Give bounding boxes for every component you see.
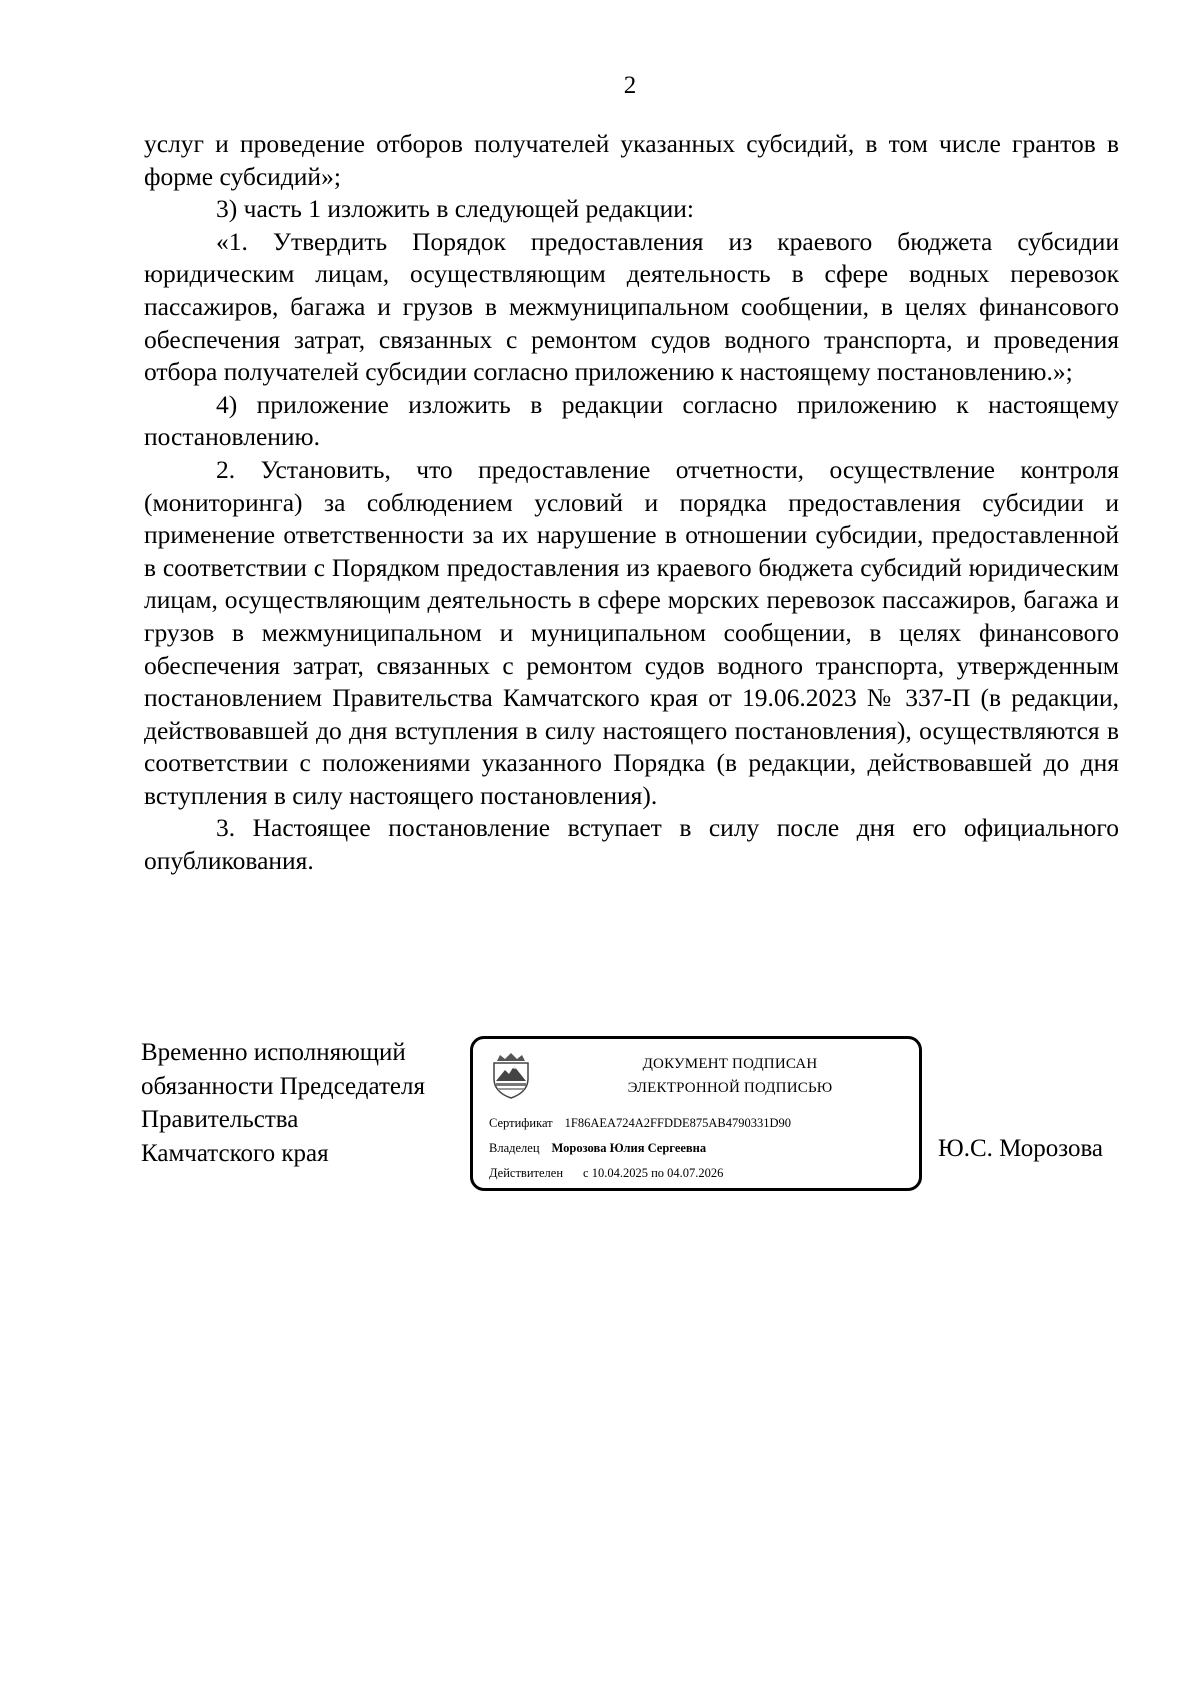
validity-value: с 10.04.2025 по 04.07.2026 bbox=[583, 1166, 724, 1180]
signatory-name: Ю.С. Морозова bbox=[938, 1135, 1104, 1162]
document-body bbox=[144, 128, 1119, 878]
paragraph-part-1-text: «1. Утвердить Порядок предоставления из краевого бюджета субсидии юридическим лицам, осуществляющим деятельность в сфере водных перевозок пассажиров, багажа и грузов в межмуниципальном сообщении, в целях финансового обеспечения затрат, связанных с ремонтом судов водного транспорта, и проведения отбора получателей субсидии согласно приложению к настоящему постановлению.»; bbox=[144, 226, 1119, 387]
paragraph-clause-2: 2. Установить, что предоставление отчетности, осуществление контроля (мониторинга) за соблюдением условий и порядка предоставления субсидии и применение ответственности за их нарушение в отношении субсидии, предоставленной в соответствии с Порядком предоставления из краевого бюджета субсидий юридическим лицам, осуществляющим деятельность в сфере морских перевозок пассажиров, багажа и грузов в межмуниципальном и муниципальном сообщении, в целях финансового обеспечения затрат, связанных с ремонтом судов водного транспорта, утвержденным постановлением Правительства Камчатского края от 19.06.2023 № 337-П (в редакции, действовавшей до дня вступления в силу настоящего постановления), осуществляются в соответствии с положениями указанного Порядка (в редакции, действовавшей до дня вступления в силу настоящего постановления). bbox=[144, 454, 1119, 810]
stamp-title bbox=[553, 1052, 907, 1100]
certificate-label: Сертификат bbox=[489, 1116, 553, 1130]
validity-label: Действителен bbox=[489, 1166, 564, 1180]
owner-label: Владелец bbox=[489, 1141, 540, 1155]
paragraph-item-4: 4) приложение изложить в редакции согласно приложению к настоящему постановлению. bbox=[144, 389, 1119, 452]
validity-row bbox=[489, 1166, 723, 1181]
paragraph-item-3: 3) часть 1 изложить в следующей редакции: bbox=[216, 194, 694, 224]
signatory-position-line: обязанности Председателя bbox=[141, 1072, 425, 1100]
signatory-position-line: Камчатского края bbox=[141, 1139, 329, 1167]
owner-value: Морозова Юлия Сергеевна bbox=[551, 1141, 707, 1155]
owner-row bbox=[489, 1141, 706, 1156]
paragraph-clause-3: 3. Настоящее постановление вступает в силу после дня его официального опубликования. bbox=[144, 813, 1119, 876]
paragraph-continuation: услуг и проведение отборов получателей указанных субсидий, в том числе грантов в форме субсидий»; bbox=[144, 129, 1119, 191]
stamp-title-line: ЭЛЕКТРОННОЙ ПОДПИСЬЮ bbox=[627, 1080, 833, 1096]
signatory-position-line: Правительства bbox=[141, 1106, 299, 1133]
stamp-title-line: ДОКУМЕНТ ПОДПИСАН bbox=[642, 1056, 818, 1072]
signatory-position bbox=[141, 1036, 425, 1170]
signatory-position-line: Временно исполняющий bbox=[141, 1039, 406, 1066]
certificate-value: 1F86AEA724A2FFDDE875AB4790331D90 bbox=[564, 1116, 792, 1130]
electronic-signature-stamp bbox=[470, 1036, 922, 1191]
page-number: 2 bbox=[623, 72, 637, 99]
certificate-row bbox=[489, 1116, 791, 1131]
kamchatka-coat-of-arms-icon bbox=[491, 1051, 531, 1099]
